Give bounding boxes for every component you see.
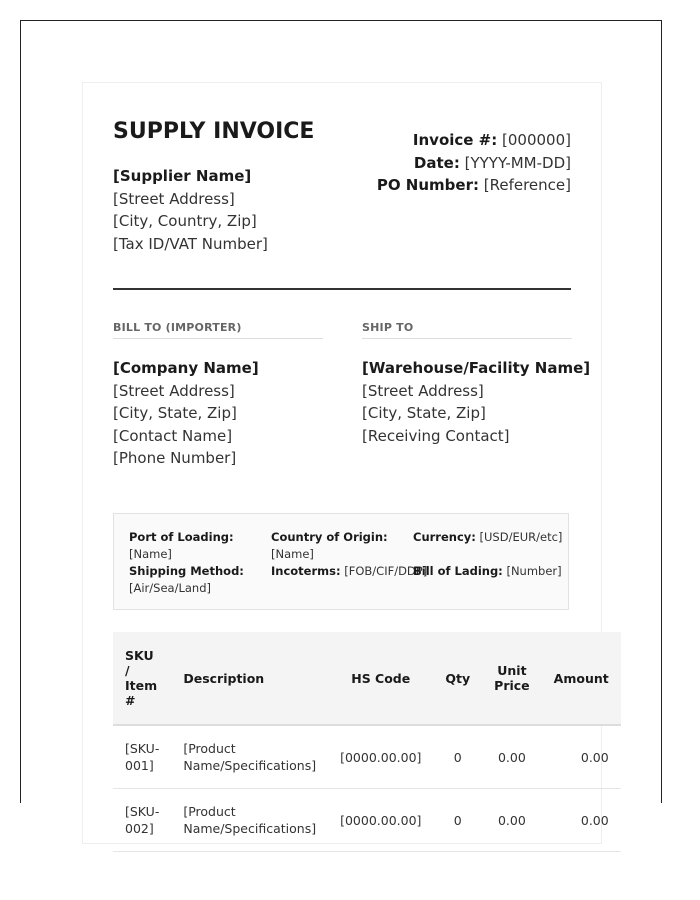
row-hs-code: [0000.00.00] [328,789,433,852]
shipping-method-value: [Air/Sea/Land] [129,580,211,595]
ship-to-street: [Street Address] [362,381,484,400]
column-header-hs-code: HS Code [328,632,433,725]
row-sku: [SKU-002] [113,789,171,852]
invoice-number-value: [000000] [502,131,571,149]
bill-of-lading-label: Bill of Lading: [413,564,503,578]
currency-value: [USD/EUR/etc] [479,530,563,544]
bill-to-heading: BILL TO (IMPORTER) [113,321,323,339]
country-of-origin-label: Country of Origin: [271,530,388,544]
incoterms [271,563,428,580]
ship-to-heading: SHIP TO [362,321,572,339]
ship-to-section [362,321,591,447]
row-unit-price: 0.00 [482,789,542,852]
table-header-row [113,632,621,725]
incoterms-label: Incoterms: [271,564,341,578]
row-qty: 0 [433,725,482,789]
table-row [113,725,621,789]
port-of-loading-label: Port of Loading: [129,530,234,544]
ship-to-city: [City, State, Zip] [362,404,486,422]
line-items-table [113,632,621,852]
supplier-street: [Street Address] [113,189,235,208]
table-row [113,789,621,852]
invoice-number-label: Invoice #: [412,131,498,149]
supplier-city: [City, Country, Zip] [113,212,257,230]
bill-to-address [113,357,323,470]
column-header-sku: SKU / Item # [113,632,171,725]
row-unit-price: 0.00 [482,725,542,789]
column-header-qty: Qty [433,632,482,725]
po-number-value: [Reference] [483,176,571,194]
header-divider [113,288,571,290]
bill-of-lading-value: [Number] [506,564,562,578]
incoterms-value: [FOB/CIF/DDP] [344,564,428,578]
bill-to-phone: [Phone Number] [113,449,237,467]
po-number-line [377,174,571,197]
shipping-method-label: Shipping Method: [129,564,244,578]
row-amount: 0.00 [542,725,621,789]
column-header-amount: Amount [542,632,621,725]
ship-to-address [362,357,591,447]
bill-to-section [113,321,323,470]
bill-to-contact: [Contact Name] [113,426,233,445]
shipping-details-box [113,513,569,610]
supplier-name: [Supplier Name] [113,167,252,185]
invoice-date-value: [YYYY-MM-DD] [464,153,571,172]
invoice-meta [377,129,571,197]
po-number-label: PO Number: [376,176,479,194]
invoice-number-line [377,129,571,152]
shipping-method [129,563,264,596]
invoice-title: SUPPLY INVOICE [113,119,315,144]
port-of-loading [129,529,264,562]
invoice-date-line [377,152,571,175]
ship-to-facility: [Warehouse/Facility Name] [362,359,591,377]
row-sku: [SKU-001] [113,725,171,789]
invoice-sheet [82,82,609,844]
port-of-loading-value: [Name] [129,546,172,561]
country-of-origin-value: [Name] [271,546,314,561]
row-qty: 0 [433,789,482,852]
supplier-block [113,165,268,255]
country-of-origin [271,529,401,562]
row-hs-code: [0000.00.00] [328,725,433,789]
column-header-description: Description [171,632,328,725]
bill-to-street: [Street Address] [113,381,235,400]
bill-to-city: [City, State, Zip] [113,404,237,422]
row-amount: 0.00 [542,789,621,852]
ship-to-contact: [Receiving Contact] [362,426,510,445]
currency-label: Currency: [413,530,476,544]
supplier-tax-id: [Tax ID/VAT Number] [113,234,268,253]
row-description: [Product Name/Specifications] [171,725,328,789]
column-header-unit-price: Unit Price [482,632,542,725]
currency [413,529,563,546]
bill-to-company: [Company Name] [113,359,259,377]
document-frame [20,20,662,836]
bill-of-lading [413,563,563,580]
invoice-date-label: Date: [413,153,460,172]
row-description: [Product Name/Specifications] [171,789,328,852]
